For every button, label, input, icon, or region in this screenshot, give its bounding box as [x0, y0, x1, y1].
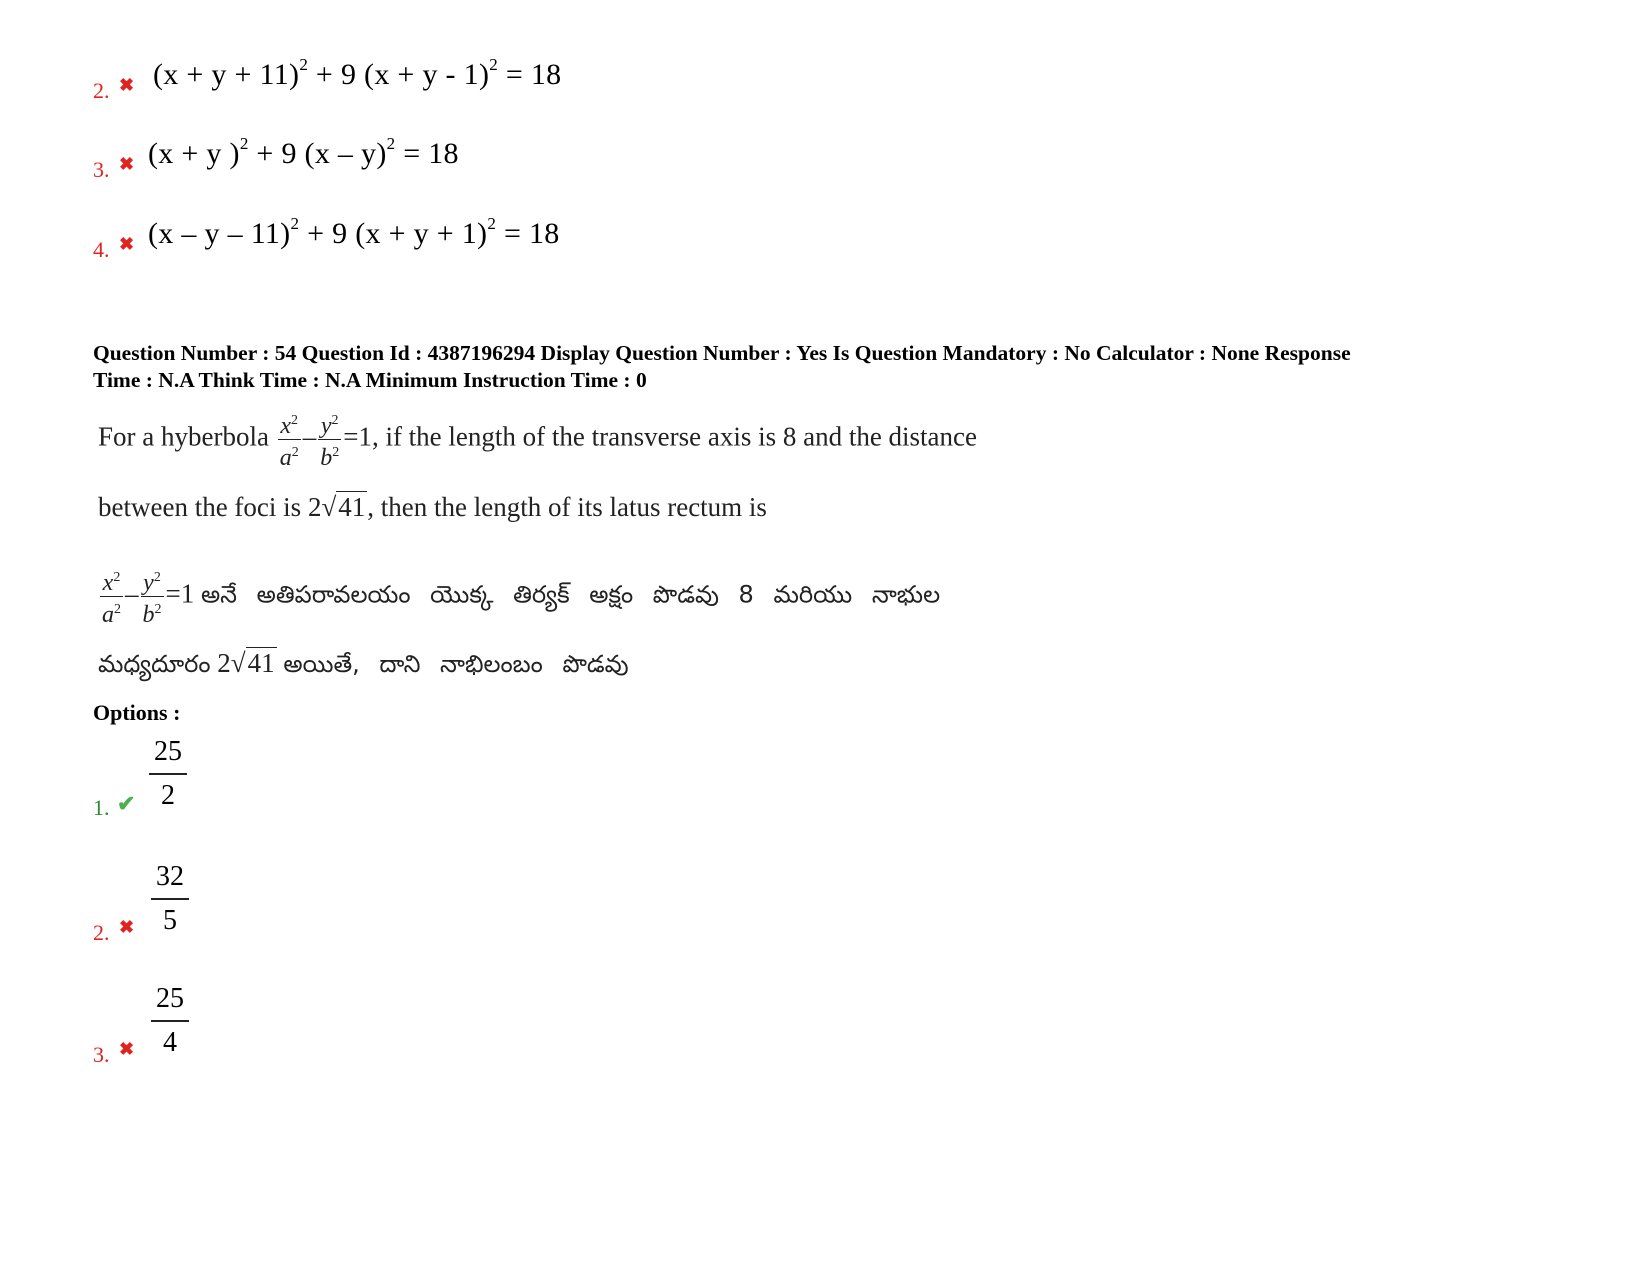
check-mark-icon: ✔ [117, 791, 136, 816]
fraction-bar [151, 1020, 189, 1022]
fraction-x2-a2: $\frac{x^2}{a^2}$ [279, 413, 299, 471]
option-number: 1. [93, 795, 110, 820]
question-metadata [93, 340, 1593, 394]
square-root: √41 [230, 648, 275, 678]
wrong-mark-icon: ✖ [119, 154, 135, 174]
fraction-y2-b2: $\frac{y^2}{b^2}$ [142, 570, 162, 628]
wrong-mark-icon: ✖ [119, 917, 135, 937]
fraction-bar [149, 773, 187, 775]
wrong-mark-icon: ✖ [119, 234, 135, 254]
option-number: 3. [93, 1042, 110, 1067]
option-fraction [151, 982, 189, 1060]
wrong-mark-icon: ✖ [119, 75, 135, 95]
option-2 [93, 860, 213, 950]
option-number: 3. [93, 157, 110, 182]
numerator: 25 [154, 736, 182, 767]
metadata-line-1: Question Number : 54 Question Id : 4387196294 Display Question Number : Yes Is Question Mandatory : No Calculator : None Response [93, 341, 1351, 365]
option-equation: (x – y – 11)$^2$ + 9 $(x + y + 1)^2 = 18$ [148, 214, 560, 250]
numerator: 32 [156, 861, 184, 892]
question-text-telugu-line-2: మధ్యదూరం 2√41 అయితే, దాని నాభిలంబం పొడవు [98, 648, 629, 678]
option-1 [93, 735, 213, 825]
option-number: 2. [93, 920, 110, 945]
option-number: 4. [93, 237, 110, 262]
question-text-telugu-line-1: $\frac{x^2}{a^2}$ – $\frac{y^2}{b^2}$ =1 అనే అతిపరావలయం యొక్క తిర్యక్ అక్షం పొడవు 8 మరియు నాభుల [98, 565, 940, 628]
fraction-x2-a2: $\frac{x^2}{a^2}$ [102, 570, 121, 628]
metadata-line-2: Time : N.A Think Time : N.A Minimum Instruction Time : 0 [93, 368, 647, 392]
wrong-mark-icon: ✖ [119, 1039, 135, 1059]
options-label: Options : [93, 700, 181, 725]
option-equation: $(x + y + 11)^2 + 9$ $(x + y - 1)^2 = 18$ [153, 55, 562, 91]
denominator: 5 [163, 905, 177, 936]
denominator: 4 [163, 1027, 177, 1058]
option-number: 2. [93, 78, 110, 103]
fraction-bar [151, 898, 189, 900]
option-equation: (x + y )$^2$ + 9 (x – y)$^2$ = 18 [148, 134, 459, 170]
numerator: 25 [156, 983, 184, 1014]
denominator: 2 [161, 780, 175, 811]
option-3 [93, 982, 213, 1072]
option-fraction [149, 735, 187, 813]
fraction-y2-b2: $\frac{y^2}{b^2}$ [320, 413, 340, 471]
question-text-english-line-1: For a hyberbola $\frac{x^2}{a^2}$ – $\frac{y^2}{b^2}$ =1, if the length of the transverse axis is 8 and the distance [98, 408, 977, 471]
question-text-english-line-2: between the foci is 2√41, then the length of its latus rectum is [98, 492, 767, 522]
option-fraction [151, 860, 189, 938]
square-root: √41 [321, 492, 366, 522]
